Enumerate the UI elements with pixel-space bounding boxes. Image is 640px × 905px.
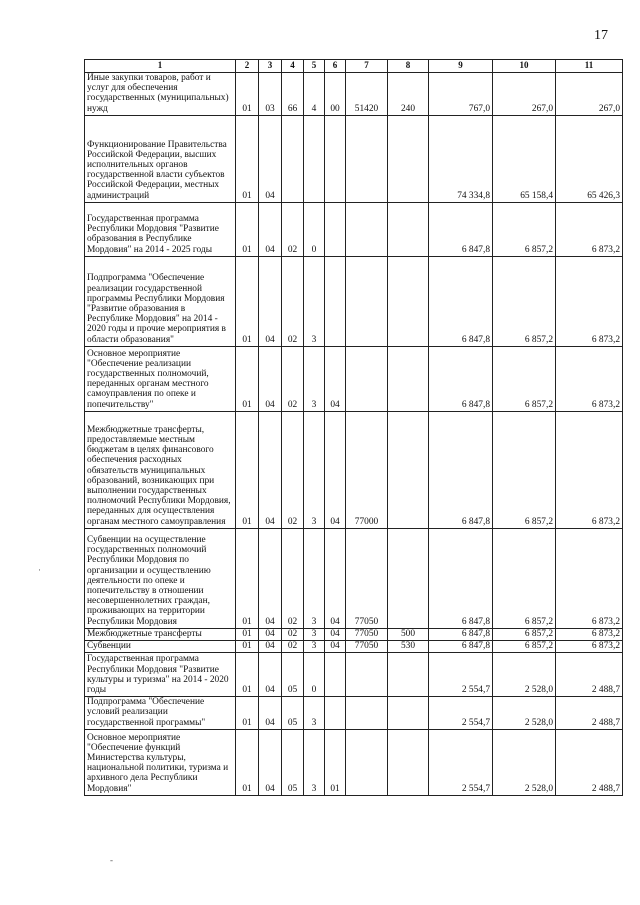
row-value-cell: 767,0 xyxy=(429,73,493,116)
row-name-cell: Государственная программа Республики Мордовия "Развитие культуры и туризма" на 2014 - 2020 годы xyxy=(85,653,236,697)
table-row xyxy=(85,641,623,653)
row-value-cell: 6 847,8 xyxy=(429,411,493,528)
row-value-cell: 04 xyxy=(259,729,282,795)
row-name-cell: Функционирование Правительства Российской Федерации, высших исполнительных органов государственной власти субъектов Российской Федерации, местных администраций xyxy=(85,115,236,202)
row-value-cell xyxy=(346,256,388,346)
row-value-cell: 3 xyxy=(304,256,325,346)
row-value-cell: 01 xyxy=(236,641,259,653)
table-row xyxy=(85,697,623,730)
table-row xyxy=(85,256,623,346)
table-row xyxy=(85,628,623,640)
row-value-cell xyxy=(388,697,429,730)
table-header-row xyxy=(85,60,623,73)
table-row xyxy=(85,346,623,411)
row-value-cell xyxy=(346,202,388,256)
row-value-cell: 01 xyxy=(236,729,259,795)
column-header: 8 xyxy=(388,60,429,73)
row-value-cell: 04 xyxy=(259,346,282,411)
row-value-cell xyxy=(388,411,429,528)
row-value-cell: 04 xyxy=(325,346,346,411)
row-value-cell: 05 xyxy=(282,653,304,697)
scan-dash: - xyxy=(110,855,113,865)
row-value-cell: 240 xyxy=(388,73,429,116)
row-value-cell: 2 554,7 xyxy=(429,697,493,730)
row-value-cell: 04 xyxy=(259,653,282,697)
column-header: 5 xyxy=(304,60,325,73)
row-value-cell: 77000 xyxy=(346,411,388,528)
row-value-cell: 2 488,7 xyxy=(556,697,623,730)
row-value-cell: 6 873,2 xyxy=(556,528,623,628)
row-value-cell: 03 xyxy=(259,73,282,116)
row-value-cell: 6 847,8 xyxy=(429,528,493,628)
table-row xyxy=(85,729,623,795)
row-value-cell xyxy=(346,653,388,697)
row-value-cell: 6 857,2 xyxy=(493,628,556,640)
row-value-cell: 04 xyxy=(259,628,282,640)
row-value-cell: 04 xyxy=(325,411,346,528)
row-value-cell: 77050 xyxy=(346,628,388,640)
row-name-cell: Межбюджетные трансферты xyxy=(85,628,236,640)
row-value-cell: 04 xyxy=(259,411,282,528)
row-value-cell: 267,0 xyxy=(493,73,556,116)
row-value-cell: 01 xyxy=(236,73,259,116)
row-value-cell xyxy=(304,115,325,202)
table-row xyxy=(85,115,623,202)
column-header: 7 xyxy=(346,60,388,73)
row-value-cell xyxy=(388,528,429,628)
row-value-cell: 2 488,7 xyxy=(556,729,623,795)
row-value-cell: 01 xyxy=(236,115,259,202)
row-value-cell: 500 xyxy=(388,628,429,640)
row-value-cell: 02 xyxy=(282,346,304,411)
table-row xyxy=(85,653,623,697)
row-value-cell: 01 xyxy=(236,346,259,411)
row-value-cell: 530 xyxy=(388,641,429,653)
row-value-cell: 2 554,7 xyxy=(429,653,493,697)
row-value-cell: 01 xyxy=(236,202,259,256)
row-value-cell: 6 857,2 xyxy=(493,528,556,628)
row-value-cell: 65 426,3 xyxy=(556,115,623,202)
row-name-cell: Иные закупки товаров, работ и услуг для обеспечения государственных (муниципальных) нужд xyxy=(85,73,236,116)
row-value-cell: 3 xyxy=(304,346,325,411)
row-value-cell: 02 xyxy=(282,528,304,628)
column-header: 1 xyxy=(85,60,236,73)
row-value-cell: 04 xyxy=(325,641,346,653)
column-header: 4 xyxy=(282,60,304,73)
row-name-cell: Государственная программа Республики Мордовия "Развитие образования в Республике Мордовия" на 2014 - 2025 годы xyxy=(85,202,236,256)
page-number: 17 xyxy=(594,28,608,43)
row-value-cell: 01 xyxy=(236,528,259,628)
row-value-cell: 04 xyxy=(259,641,282,653)
column-header: 9 xyxy=(429,60,493,73)
row-value-cell: 01 xyxy=(236,653,259,697)
row-value-cell xyxy=(346,115,388,202)
row-value-cell: 6 857,2 xyxy=(493,411,556,528)
row-name-cell: Субвенции xyxy=(85,641,236,653)
row-value-cell: 3 xyxy=(304,729,325,795)
table-row xyxy=(85,73,623,116)
row-value-cell: 04 xyxy=(259,528,282,628)
row-value-cell xyxy=(325,115,346,202)
row-value-cell: 0 xyxy=(304,202,325,256)
row-value-cell: 01 xyxy=(236,628,259,640)
row-value-cell: 2 528,0 xyxy=(493,653,556,697)
row-value-cell: 6 847,8 xyxy=(429,256,493,346)
row-value-cell: 02 xyxy=(282,202,304,256)
row-value-cell: 6 847,8 xyxy=(429,641,493,653)
row-value-cell: 3 xyxy=(304,411,325,528)
row-name-cell: Подпрограмма "Обеспечение условий реализации государственной программы" xyxy=(85,697,236,730)
row-value-cell xyxy=(388,202,429,256)
column-header: 10 xyxy=(493,60,556,73)
row-value-cell xyxy=(346,697,388,730)
column-header: 3 xyxy=(259,60,282,73)
row-value-cell: 6 857,2 xyxy=(493,256,556,346)
column-header: 2 xyxy=(236,60,259,73)
row-value-cell: 2 488,7 xyxy=(556,653,623,697)
row-value-cell: 01 xyxy=(325,729,346,795)
row-value-cell: 6 873,2 xyxy=(556,346,623,411)
scan-dot: · xyxy=(38,565,41,575)
row-value-cell: 6 847,8 xyxy=(429,346,493,411)
row-value-cell: 04 xyxy=(325,528,346,628)
row-value-cell: 65 158,4 xyxy=(493,115,556,202)
row-name-cell: Межбюджетные трансферты, предоставляемые местным бюджетам в целях финансового обеспечения расходных обязательств муниципальных образований, возникающих при выполнении государственных полномочий Республики Мордовия, переданных для осуществления органам местного самоуправления xyxy=(85,411,236,528)
row-value-cell xyxy=(325,653,346,697)
row-value-cell xyxy=(388,346,429,411)
row-value-cell: 3 xyxy=(304,641,325,653)
row-value-cell: 2 528,0 xyxy=(493,697,556,730)
row-value-cell: 01 xyxy=(236,256,259,346)
row-value-cell: 4 xyxy=(304,73,325,116)
row-value-cell: 01 xyxy=(236,697,259,730)
row-value-cell: 6 857,2 xyxy=(493,641,556,653)
row-value-cell xyxy=(346,729,388,795)
row-value-cell: 74 334,8 xyxy=(429,115,493,202)
row-name-cell: Основное мероприятие "Обеспечение реализации государственных полномочий, переданных органам местного самоуправления по опеке и попечительству" xyxy=(85,346,236,411)
row-value-cell: 04 xyxy=(259,697,282,730)
row-value-cell xyxy=(388,729,429,795)
row-value-cell: 6 873,2 xyxy=(556,628,623,640)
table-row xyxy=(85,202,623,256)
row-value-cell: 02 xyxy=(282,628,304,640)
table-row xyxy=(85,411,623,528)
row-value-cell xyxy=(388,653,429,697)
row-value-cell: 01 xyxy=(236,411,259,528)
row-value-cell: 2 554,7 xyxy=(429,729,493,795)
row-value-cell: 0 xyxy=(304,653,325,697)
row-value-cell: 00 xyxy=(325,73,346,116)
row-name-cell: Основное мероприятие "Обеспечение функций Министерства культуры, национальной политики, туризма и архивного дела Республики Мордовия" xyxy=(85,729,236,795)
row-value-cell: 6 857,2 xyxy=(493,346,556,411)
table-row xyxy=(85,528,623,628)
row-value-cell: 6 873,2 xyxy=(556,256,623,346)
row-value-cell xyxy=(388,256,429,346)
row-value-cell: 02 xyxy=(282,256,304,346)
row-value-cell xyxy=(325,697,346,730)
row-value-cell: 02 xyxy=(282,411,304,528)
row-value-cell: 3 xyxy=(304,628,325,640)
row-value-cell: 04 xyxy=(259,115,282,202)
table-body xyxy=(85,73,623,796)
row-value-cell: 267,0 xyxy=(556,73,623,116)
row-value-cell: 02 xyxy=(282,641,304,653)
row-value-cell: 77050 xyxy=(346,641,388,653)
row-value-cell: 05 xyxy=(282,729,304,795)
row-value-cell: 66 xyxy=(282,73,304,116)
row-value-cell: 77050 xyxy=(346,528,388,628)
row-value-cell xyxy=(325,202,346,256)
row-value-cell: 6 873,2 xyxy=(556,411,623,528)
row-value-cell xyxy=(282,115,304,202)
row-value-cell: 6 847,8 xyxy=(429,202,493,256)
row-value-cell: 51420 xyxy=(346,73,388,116)
row-value-cell xyxy=(325,256,346,346)
row-value-cell: 04 xyxy=(325,628,346,640)
row-value-cell: 04 xyxy=(259,202,282,256)
row-value-cell: 6 847,8 xyxy=(429,628,493,640)
row-name-cell: Субвенции на осуществление государственных полномочий Республики Мордовия по организации и осуществлению деятельности по опеке и попечительству в отношении несовершеннолетних граждан, проживающих на территории Республики Мордовия xyxy=(85,528,236,628)
column-header: 6 xyxy=(325,60,346,73)
row-value-cell: 6 857,2 xyxy=(493,202,556,256)
column-header: 11 xyxy=(556,60,623,73)
row-value-cell: 6 873,2 xyxy=(556,641,623,653)
row-value-cell: 6 873,2 xyxy=(556,202,623,256)
row-name-cell: Подпрограмма "Обеспечение реализации государственной программы Республики Мордовия "Развитие образования в Республике Мордовия" на 2014 - 2020 годы и прочие мероприятия в области образования" xyxy=(85,256,236,346)
row-value-cell: 04 xyxy=(259,256,282,346)
row-value-cell xyxy=(388,115,429,202)
row-value-cell: 2 528,0 xyxy=(493,729,556,795)
row-value-cell xyxy=(346,346,388,411)
row-value-cell: 05 xyxy=(282,697,304,730)
row-value-cell: 3 xyxy=(304,697,325,730)
row-value-cell: 3 xyxy=(304,528,325,628)
budget-table xyxy=(84,59,623,796)
